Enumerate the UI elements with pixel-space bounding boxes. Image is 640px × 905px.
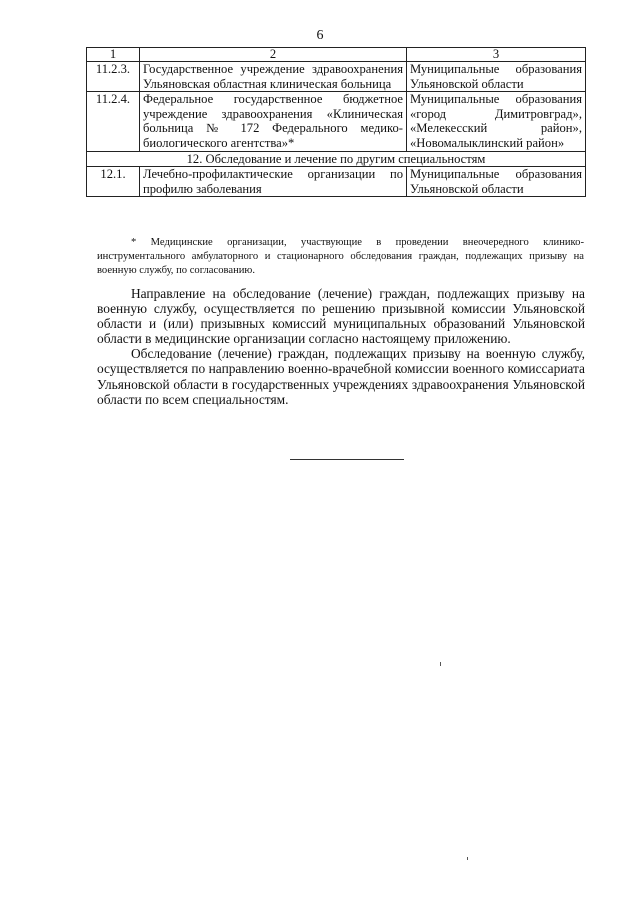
organization-cell: Федеральное государственное бюджетное учреждение здравоохранения «Клиническая больница № 172 Федерального медико-биологического агентства»*: [140, 92, 407, 151]
closing-rule: [290, 459, 404, 460]
scan-mark: [440, 662, 441, 666]
scan-mark: [467, 857, 468, 860]
body-text: [97, 286, 585, 407]
organization-cell: Лечебно-профилактические организации по профилю заболевания: [140, 167, 407, 197]
table-row: [87, 92, 586, 151]
table-header-row: [87, 48, 586, 62]
organization-cell: Государственное учреждение здравоохранения Ульяновская областная клиническая больница: [140, 62, 407, 92]
section-heading-row: [87, 151, 586, 167]
paragraph: Направление на обследование (лечение) граждан, подлежащих призыву на военную службу, осуществляется по решению призывной комиссии Ульяновской области и (или) призывных комиссий муниципальных образований Ульяновской области в медицинские организации согласно настоящему приложению.: [97, 286, 585, 347]
row-number: 12.1.: [87, 167, 140, 197]
table-row: [87, 167, 586, 197]
column-header-3: 3: [407, 48, 586, 62]
page-number: 6: [316, 28, 324, 43]
footnote: * Медицинские организации, участвующие в проведении внеочередного клинико-инструментального амбулаторного и стационарного обследования граждан, подлежащих призыву на военную службу, по согласованию.: [97, 237, 584, 276]
section-heading: 12. Обследование и лечение по другим специальностям: [87, 151, 586, 167]
territory-cell: Муниципальные образования «город Димитровград», «Мелекесский район», «Новомалыклинский район»: [407, 92, 586, 151]
row-number: 11.2.4.: [87, 92, 140, 151]
territory-cell: Муниципальные образования Ульяновской области: [407, 167, 586, 197]
paragraph: Обследование (лечение) граждан, подлежащих призыву на военную службу, осуществляется по направлению военно-врачебной комиссии военного комиссариата Ульяновской области в государственных учреждениях здравоохранения Ульяновской области по всем специальностям.: [97, 346, 585, 407]
row-number: 11.2.3.: [87, 62, 140, 92]
territory-cell: Муниципальные образования Ульяновской области: [407, 62, 586, 92]
table-row: [87, 62, 586, 92]
column-header-2: 2: [140, 48, 407, 62]
column-header-1: 1: [87, 48, 140, 62]
organizations-table: [86, 47, 586, 197]
